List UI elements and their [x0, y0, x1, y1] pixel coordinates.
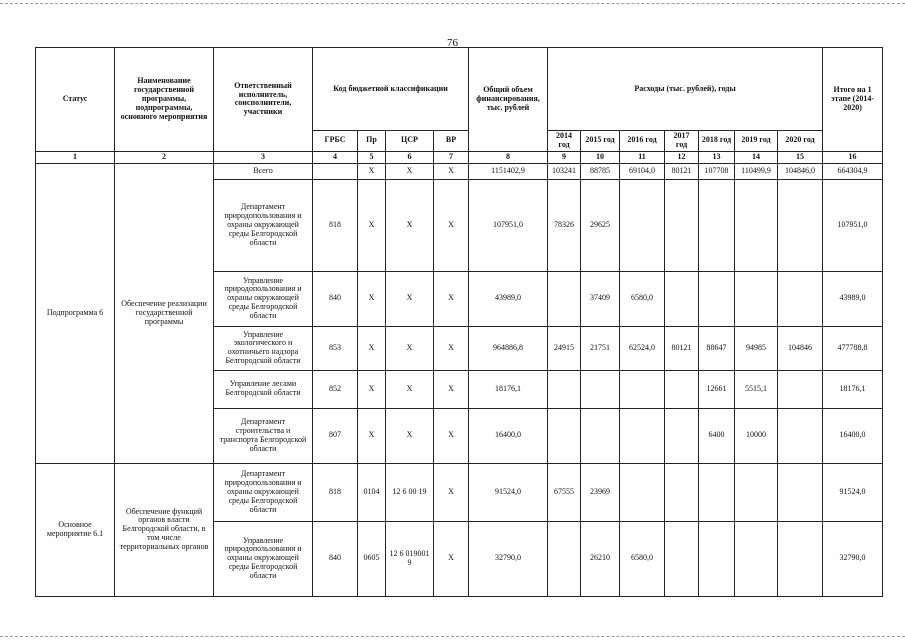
year-cell: [735, 271, 778, 326]
year-cell: [665, 179, 699, 271]
executor-cell: Управление экологического и охотничьего надзора Белгородской области: [214, 326, 313, 370]
grbs-cell: 852: [313, 370, 358, 408]
year-cell: [778, 271, 823, 326]
column-number-row: [36, 151, 883, 163]
year-cell: 88647: [699, 326, 735, 370]
year-cell: [548, 408, 581, 463]
vr-cell: Х: [434, 163, 469, 179]
year-cell: [699, 271, 735, 326]
year-cell: 24915: [548, 326, 581, 370]
header-year: 2020 год: [778, 131, 823, 152]
header-year: 2014 год: [548, 131, 581, 152]
group-status-cell: Подпрограмма 6: [36, 163, 115, 463]
header-status: Статус: [36, 48, 115, 152]
csr-cell: Х: [386, 370, 434, 408]
total-cell: 43989,0: [469, 271, 548, 326]
pr-cell: Х: [358, 271, 386, 326]
grbs-cell: 840: [313, 521, 358, 596]
table-row: [36, 163, 883, 179]
vr-cell: Х: [434, 271, 469, 326]
column-number: 5: [358, 151, 386, 163]
year-cell: 10000: [735, 408, 778, 463]
pr-cell: Х: [358, 179, 386, 271]
column-number: 7: [434, 151, 469, 163]
year-cell: 26210: [581, 521, 620, 596]
pr-cell: Х: [358, 163, 386, 179]
header-year: 2019 год: [735, 131, 778, 152]
year-cell: 104846,0: [778, 163, 823, 179]
stage-total-cell: 16400,0: [823, 408, 883, 463]
year-cell: [699, 521, 735, 596]
header-vr: ВР: [434, 131, 469, 152]
column-number: 9: [548, 151, 581, 163]
stage-total-cell: 32790,0: [823, 521, 883, 596]
grbs-cell: 840: [313, 271, 358, 326]
total-cell: 91524,0: [469, 463, 548, 521]
csr-cell: Х: [386, 271, 434, 326]
executor-cell: Департамент природопользования и охраны окружающей среды Белгородской области: [214, 463, 313, 521]
bottom-page-edge: [0, 636, 905, 637]
pr-cell: Х: [358, 370, 386, 408]
executor-cell: Всего: [214, 163, 313, 179]
stage-total-cell: 43989,0: [823, 271, 883, 326]
column-number: 2: [115, 151, 214, 163]
executor-cell: Управление природопользования и охраны окружающей среды Белгородской области: [214, 271, 313, 326]
header-stage-total: Итого на 1 этапе (2014-2020): [823, 48, 883, 152]
csr-cell: Х: [386, 163, 434, 179]
executor-cell: Управление лесами Белгородской области: [214, 370, 313, 408]
year-cell: 5515,1: [735, 370, 778, 408]
year-cell: [735, 521, 778, 596]
executor-cell: Департамент природопользования и охраны окружающей среды Белгородской области: [214, 179, 313, 271]
year-cell: [699, 179, 735, 271]
total-cell: 32790,0: [469, 521, 548, 596]
year-cell: 80121: [665, 163, 699, 179]
csr-cell: Х: [386, 408, 434, 463]
column-number: 13: [699, 151, 735, 163]
year-cell: 6580,0: [620, 521, 665, 596]
year-cell: [620, 408, 665, 463]
csr-cell: 12 6 00 19: [386, 463, 434, 521]
group-name-cell: Обеспечение функций органов власти Белгородской области, в том числе территориальных органов: [115, 463, 214, 596]
header-csr: ЦСР: [386, 131, 434, 152]
top-page-edge: [0, 3, 905, 4]
year-cell: [548, 370, 581, 408]
column-number: 3: [214, 151, 313, 163]
year-cell: [778, 521, 823, 596]
vr-cell: Х: [434, 408, 469, 463]
vr-cell: Х: [434, 326, 469, 370]
grbs-cell: [313, 163, 358, 179]
year-cell: [548, 521, 581, 596]
csr-cell: Х: [386, 179, 434, 271]
year-cell: 88785: [581, 163, 620, 179]
year-cell: 104846: [778, 326, 823, 370]
year-cell: 67555: [548, 463, 581, 521]
year-cell: [665, 271, 699, 326]
year-cell: [548, 271, 581, 326]
year-cell: 107708: [699, 163, 735, 179]
column-number: 15: [778, 151, 823, 163]
year-cell: [665, 408, 699, 463]
year-cell: 78326: [548, 179, 581, 271]
header-grbs: ГРБС: [313, 131, 358, 152]
column-number: 8: [469, 151, 548, 163]
year-cell: 21751: [581, 326, 620, 370]
header-name: Наименование государственной программы, подпрограммы, основного мероприятия: [115, 48, 214, 152]
header-budget-code: Код бюджетной классификации: [313, 48, 469, 131]
year-cell: [778, 463, 823, 521]
pr-cell: Х: [358, 326, 386, 370]
year-cell: 80121: [665, 326, 699, 370]
year-cell: 29625: [581, 179, 620, 271]
year-cell: 69104,0: [620, 163, 665, 179]
year-cell: [778, 179, 823, 271]
year-cell: 103241: [548, 163, 581, 179]
header-year: 2016 год: [620, 131, 665, 152]
pr-cell: 0104: [358, 463, 386, 521]
csr-cell: 12 6 019001 9: [386, 521, 434, 596]
stage-total-cell: 664304,9: [823, 163, 883, 179]
page-number: 76: [447, 37, 458, 49]
column-number: 11: [620, 151, 665, 163]
year-cell: 23969: [581, 463, 620, 521]
stage-total-cell: 91524,0: [823, 463, 883, 521]
year-cell: [665, 463, 699, 521]
table-row: [36, 463, 883, 521]
group-status-cell: Основное мероприятие 6.1: [36, 463, 115, 596]
year-cell: 6400: [699, 408, 735, 463]
header-year: 2017 год: [665, 131, 699, 152]
header-expenses: Расходы (тыс. рублей), годы: [548, 48, 823, 131]
year-cell: 37409: [581, 271, 620, 326]
executor-cell: Департамент строительства и транспорта Белгородской области: [214, 408, 313, 463]
year-cell: 110499,9: [735, 163, 778, 179]
vr-cell: Х: [434, 463, 469, 521]
grbs-cell: 818: [313, 179, 358, 271]
header-year: 2015 год: [581, 131, 620, 152]
grbs-cell: 818: [313, 463, 358, 521]
year-cell: [665, 521, 699, 596]
year-cell: 62524,0: [620, 326, 665, 370]
year-cell: [778, 370, 823, 408]
column-number: 14: [735, 151, 778, 163]
grbs-cell: 853: [313, 326, 358, 370]
header-total-funding: Общий объем финансирования, тыс. рублей: [469, 48, 548, 152]
vr-cell: Х: [434, 370, 469, 408]
year-cell: [735, 179, 778, 271]
total-cell: 107951,0: [469, 179, 548, 271]
grbs-cell: 807: [313, 408, 358, 463]
column-number: 4: [313, 151, 358, 163]
header-pr: Пр: [358, 131, 386, 152]
year-cell: [620, 370, 665, 408]
year-cell: [665, 370, 699, 408]
year-cell: 12661: [699, 370, 735, 408]
header-row-main: [36, 48, 883, 131]
executor-cell: Управление природопользования и охраны окружающей среды Белгородской области: [214, 521, 313, 596]
stage-total-cell: 18176,1: [823, 370, 883, 408]
vr-cell: Х: [434, 521, 469, 596]
column-number: 6: [386, 151, 434, 163]
year-cell: [699, 463, 735, 521]
column-number: 10: [581, 151, 620, 163]
year-cell: [735, 463, 778, 521]
total-cell: 964886,8: [469, 326, 548, 370]
year-cell: [620, 179, 665, 271]
budget-table: [35, 47, 883, 597]
pr-cell: Х: [358, 408, 386, 463]
total-cell: 18176,1: [469, 370, 548, 408]
year-cell: [581, 370, 620, 408]
pr-cell: 0605: [358, 521, 386, 596]
stage-total-cell: 477788,8: [823, 326, 883, 370]
header-year: 2018 год: [699, 131, 735, 152]
total-cell: 1151402,9: [469, 163, 548, 179]
year-cell: [620, 463, 665, 521]
stage-total-cell: 107951,0: [823, 179, 883, 271]
group-name-cell: Обеспечение реализации государственной программы: [115, 163, 214, 463]
total-cell: 16400,0: [469, 408, 548, 463]
column-number: 1: [36, 151, 115, 163]
column-number: 12: [665, 151, 699, 163]
year-cell: 94985: [735, 326, 778, 370]
vr-cell: Х: [434, 179, 469, 271]
year-cell: 6580,0: [620, 271, 665, 326]
header-executor: Ответственный исполнитель, соисполнители, участники: [214, 48, 313, 152]
year-cell: [581, 408, 620, 463]
column-number: 16: [823, 151, 883, 163]
year-cell: [778, 408, 823, 463]
csr-cell: Х: [386, 326, 434, 370]
